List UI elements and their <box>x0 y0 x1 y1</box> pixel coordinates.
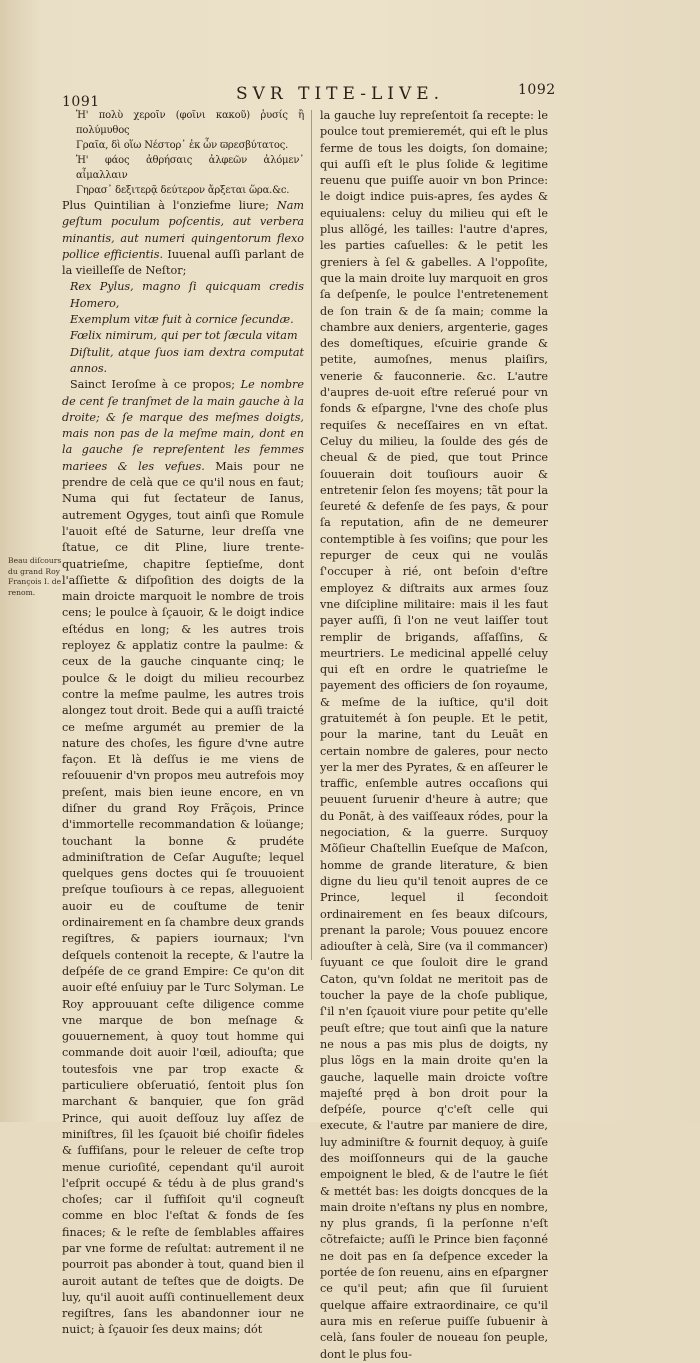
page-header <box>0 82 700 110</box>
paragraph-jerome: Sainct Ieroſme à ce propos; Le nombre de cent ſe tranſmet de la main gauche à la droite; & ſe marque des meſmes doigts, mais non pas de la meſme main, dont en la gauche ſe repreſentent les femmes mariees & les vefues. Mais pour ne prendre de celà que ce qu'il nous en faut; Numa qui fut ſectateur de Ianus, autrement Ogyges, tout ainſi que Romule l'auoit eſté de Saturne, leur dreſſa vne ſtatue, ce dit Pline, liure trente-quatrieſme, chapitre ſeptieſme, dont l'aſſiette & diſpoſition des doigts de la main droicte marquoit le nombre de trois cens; le poulce à ſçauoir, & le doigt indice eſtédus en long; & les autres trois reployez & applatiz contre la paulme: & ceux de la gauche cinquante cinq; le poulce & le doigt du milieu recourbez contre la meſme paulme, les autres trois alongez tout droit. Bede qui a auſſi traicté ce meſme argumét au premier de la nature des choſes, les figure d'vne autre façon. Et là deſſus ie me viens de reſouuenir d'vn propos meu autrefois moy preſent, mais bien ieune encore, en vn diſner du grand Roy Frãçois, Prince d'immortelle recommandation & loüange; touchant la bonne & prudéte adminiſtration de Ceſar Auguſte; lequel quelques gens doctes qui ſe trouuoient preſque touſiours à ce repas, alleguoient auoir eu de couſtume de tenir ordinairement en ſa chambre deux grands regiſtres, & papiers iournaux; l'vn deſquels contenoit la recepte, & l'autre la deſpéſe de ce grand Empire: Ce qu'on dit auoir eſté enſuiuy par le Turc Solyman. Le Roy approuuant ceſte diligence comme vne marque de bon meſnage & gouuernement, à quoy tout homme qui commande doit auoir l'œil, adiouſta; que toutesfois vne par trop exacte & particuliere obſeruatió, ſentoit plus ſon marchant & banquier, que ſon grãd Prince, qui auoit deſſouz luy aſſez de miniſtres, ſil les ſçauoit bié choiſir fideles & ſuffiſans, pour le releuer de ceſte trop menue curioſité, cependant qu'il auroit l'eſprit occupé & tédu à de plus grand's choſes; car il ſuffiſoit qu'il cogneuſt comme en bloc l'eſtat & fonds de ſes finaces; & le reſte de ſemblables affaires par vne forme de reſultat: autrement il ne pourroit pas abonder à tout, quand bien il auroit autant de teſtes que de doigts. De luy, qu'il auoit auſſi continuellement deux regiſtres, ſans les abandonner iour ne nuict; à ſçauoir ſes deux mains; dót <box>62 378 304 1337</box>
verse-line: Fœlix nimirum, qui per tot ſæcula vitam <box>70 329 298 343</box>
marginal-note: Beau diſcours du grand Roy François I. de renom. <box>8 556 62 597</box>
verse-line: Exemplum vitæ fuit à cornice ſecundæ. <box>70 313 294 327</box>
verse-line: Diſtulit, atque ſuos iam dextra computat annos. <box>70 345 304 375</box>
paragraph-quintilian: Plus Quintilian à l'onziefme liure; Nam geſtum poculum poſcentis, aut verbera minantis, aut numeri quingentorum flexo pollice efficientis. Iuuenal auſſi parlant de la vieilleſſe de Neſtor; <box>62 199 304 278</box>
latin-verse <box>62 279 304 377</box>
greek-line: Ἡ' πολὺ χεροῖν (φοῖνι κακοῦ) ῥυσίς ἢ πολύμυθος <box>76 110 304 136</box>
paragraph-right: la gauche luy repreſentoit ſa recepte: le poulce tout premieremét, qui eſt le plus ferme de tous les doigts, ſon domaine; qui auſſi eſt le plus ſolide & legitime reuenu que puiſſe auoir vn bon Prince: le doigt indice puis-apres, ſes aydes & equiualens: celuy du milieu qui eſt le plus allõgé, les tailles: l'autre d'apres, les parties caſuelles: & le petit les greniers à ſel & gabelles. A l'oppoſite, que la main droite luy marquoit en gros ſa deſpenſe, le poulce l'entretenement de ſon train & de ſa main; comme la chambre aux deniers, argenterie, gages des domeſtiques, eſcuirie grande & petite, aumoſnes, menus plaiſirs, venerie & fauconnerie. &c. L'autre d'aupres de-uoit eſtre reſerué pour vn fonds & eſpargne, l'vne des choſe plus requiſes & neceſſaires en vn eſtat. Celuy du milieu, la ſoulde des gés de cheual & de pied, que tout Prince ſouuerain doit touſiours auoir & entretenir ſelon ſes moyens; tãt pour la ſeureté & defenſe de ſes pays, & pour ſa reputation, afin de ne demeurer contemptible à ſes voiſins; que pour les repurger de ceux qui ne voulãs ſ'occuper à rié, ont beſoin d'eſtre employez & diſtraits aux armes ſouz vne diſcipline militaire: mais il les faut payer auſſi, ſi l'on ne veut laiſſer tout remplir de brigands, aſſaſſins, & meurtriers. Le medicinal appellé celuy qui eſt en ordre le quatrieſme le payement des officiers de ſon royaume, & meſme de la iuſtice, qu'il doit gratuitemét à ſon peuple. Et le petit, pour la marine, tant du Leuãt en certain nombre de galeres, pour necto yer la mer des Pyrates, & en aſſeurer le traffic, enſemble autres occaſions qui peuuent ſuruenir d'heure à autre; que du Ponãt, à des vaiſſeaux ródes, pour la negociation, & la guerre. Surquoy Mõſieur Chaſtellin Eueſque de Maſcon, homme de grande literature, & bien digne du lieu qu'il tenoit aupres de ce Prince, lequel il ſecondoit ordinairement en ſes beaux diſcours, prenant la parole; Vous pouuez encore adiouſter à celà, Sire (va il commancer) ſuyuant ce que ſouloit dire le grand Caton, qu'vn ſoldat ne meritoit pas de toucher la paye de la choſe publique, ſ'il n'en ſçauoit viure pour petite qu'elle peuſt eſtre; que tout ainſi que la nature ne nous a pas mis plus de doigts, ny plus lõgs en la main droite qu'en la gauche, laquelle main droicte voſtre majeſté pręd à bon droit pour la deſpéſe, pource q'c'eſt celle qui execute, & l'autre par maniere de dire, luy adminiſtre & fournit dequoy, à guiſe des moiſſonneurs qui de la gauche empoignent le bled, & de l'autre le ſiét & mettét bas: les doigts doncques de la main droite n'eſtans ny plus en nombre, ny plus grands, ſi la perſonne n'eſt cõtrefaicte; auſſi le Prince bien façonné ne doit pas en ſa deſpence exceder la portée de ſon reuenu, ains en eſpargner ce qu'il peut; afin que ſil ſuruient quelque affaire extraordinaire, ce qu'il aura mis en reſerue puiſſe ſubuenir à celà, ſans fouler de noueau ſon peuple, dont le plus fou- <box>320 109 548 1361</box>
greek-epigram <box>62 108 304 198</box>
folio-left: 1091 <box>62 94 100 110</box>
greek-line: Ἡ' φάος ἀθρήσαις ἀλφεῶν ἀλόμεν᾽ αἶμαλλαιν <box>76 155 304 181</box>
greek-line: Γραῖα, δὶ οἵω Νέστορ᾽ ἐκ ὧν ϖρεσβύτατος. <box>76 140 289 151</box>
column-divider <box>311 110 312 960</box>
verse-line: Rex Pylus, magno ſi quicquam credis Homero, <box>70 280 304 310</box>
left-column <box>62 108 304 1339</box>
right-column <box>320 108 548 1363</box>
greek-line: Γηρασ᾽ δεξιτερᾷ δεύτερον ἄρξεται ὥρα.&c. <box>76 185 290 196</box>
folio-right: 1092 <box>518 82 556 98</box>
running-title: SVR TITE-LIVE. <box>236 84 445 104</box>
